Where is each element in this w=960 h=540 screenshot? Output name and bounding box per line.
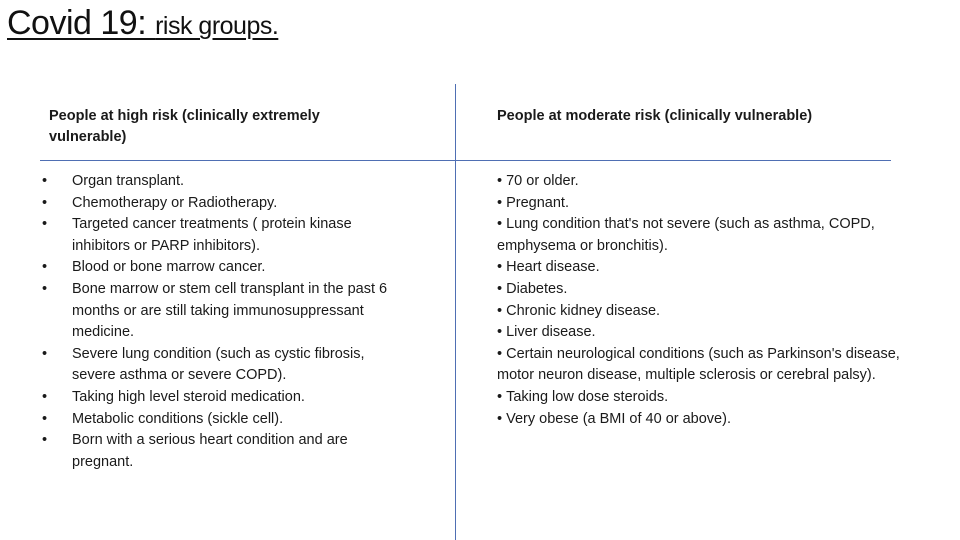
moderate-risk-item: • Very obese (a BMI of 40 or above). bbox=[497, 409, 927, 431]
moderate-risk-item: • Taking low dose steroids. bbox=[497, 387, 927, 409]
high-risk-item: • Metabolic conditions (sickle cell). bbox=[42, 409, 402, 431]
high-risk-item: • Taking high level steroid medication. bbox=[42, 387, 402, 409]
high-risk-item: • Targeted cancer treatments ( protein kinase inhibitors or PARP inhibitors). bbox=[42, 214, 402, 257]
high-risk-item: • Severe lung condition (such as cystic fibrosis, severe asthma or severe COPD). bbox=[42, 344, 402, 387]
high-risk-item: • Chemotherapy or Radiotherapy. bbox=[42, 193, 402, 215]
header-divider bbox=[40, 160, 891, 161]
slide-title bbox=[7, 4, 278, 43]
high-risk-item: • Organ transplant. bbox=[42, 171, 402, 193]
title-main: Covid 19: bbox=[7, 4, 156, 42]
moderate-risk-item: • Chronic kidney disease. bbox=[497, 301, 927, 323]
high-risk-list bbox=[42, 171, 402, 473]
moderate-risk-item: • Lung condition that's not severe (such as asthma, COPD, emphysema or bronchitis). bbox=[497, 214, 927, 257]
moderate-risk-item: • Heart disease. bbox=[497, 257, 927, 279]
column-divider bbox=[455, 84, 456, 540]
high-risk-header: People at high risk (clinically extremely vulnerable) bbox=[49, 108, 320, 145]
moderate-risk-item: • Diabetes. bbox=[497, 279, 927, 301]
high-risk-item: • Bone marrow or stem cell transplant in the past 6 months or are still taking immunosuppressant medicine. bbox=[42, 279, 402, 344]
moderate-risk-item: • Pregnant. bbox=[497, 193, 927, 215]
high-risk-item: • Blood or bone marrow cancer. bbox=[42, 257, 402, 279]
moderate-risk-item: • Liver disease. bbox=[497, 322, 927, 344]
moderate-risk-header: People at moderate risk (clinically vulnerable) bbox=[497, 108, 813, 124]
moderate-risk-item: • 70 or older. bbox=[497, 171, 927, 193]
moderate-risk-item: • Certain neurological conditions (such as Parkinson's disease, motor neuron disease, multiple sclerosis or cerebral palsy). bbox=[497, 344, 927, 387]
title-subtitle: risk groups. bbox=[155, 12, 279, 40]
moderate-risk-list bbox=[497, 171, 927, 430]
high-risk-item: • Born with a serious heart condition and are pregnant. bbox=[42, 430, 402, 473]
